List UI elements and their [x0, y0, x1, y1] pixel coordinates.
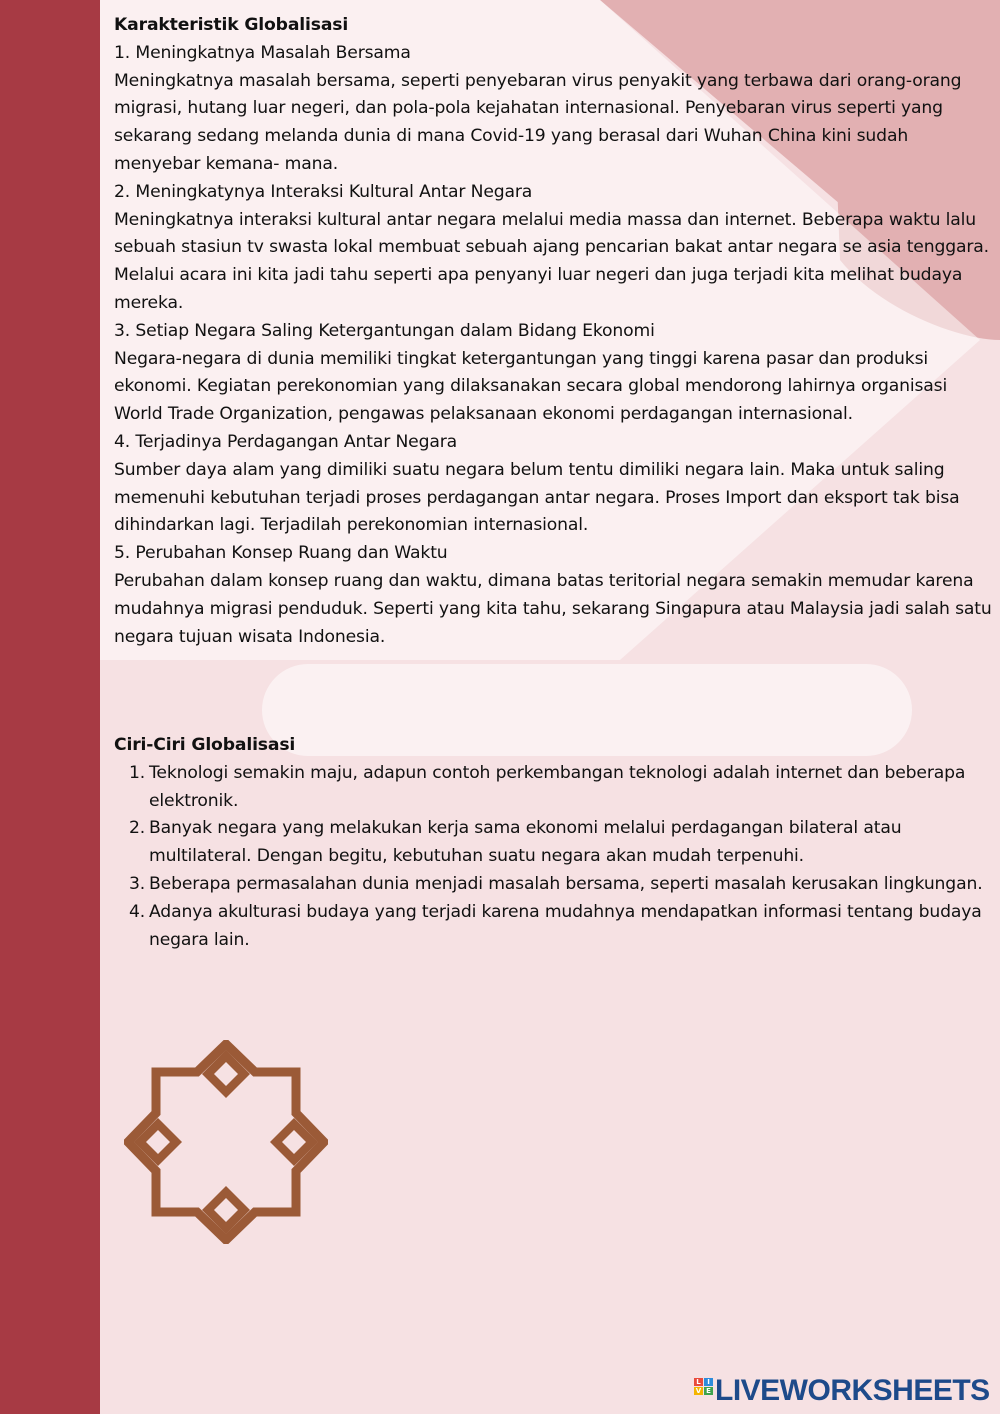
list-item [114, 899, 994, 955]
item-heading: 3. Setiap Negara Saling Ketergantungan dalam Bidang Ekonomi [114, 320, 655, 341]
item-body: Sumber daya alam yang dimiliki suatu negara belum tentu dimiliki negara lain. Maka untuk saling memenuhi kebutuhan terjadi proses perdagangan antar negara. Proses Import dan eksport tak bisa dihindarkan lagi. Terjadilah perekonomian internasional. [114, 459, 960, 536]
karakteristik-title: Karakteristik Globalisasi [114, 15, 349, 35]
list-number: 4. [129, 901, 146, 922]
list-number: 3. [129, 873, 146, 894]
item-body: Meningkatnya interaksi kultural antar negara melalui media massa dan internet. Beberapa waktu lalu sebuah stasiun tv swasta lokal membuat sebuah ajang pencarian bakat antar negara se asia tenggara. Melalui acara ini kita jadi tahu seperti apa penyanyi luar negeri dan juga terjadi kita melihat budaya mereka. [114, 209, 989, 313]
eight-point-star-icon [124, 1040, 328, 1244]
logo-letter: L [694, 1378, 703, 1386]
list-number: 1. [129, 762, 146, 783]
item-body: Perubahan dalam konsep ruang dan waktu, dimana batas teritorial negara semakin memudar karena mudahnya migrasi penduduk. Seperti yang kita tahu, sekarang Singapura atau Malaysia jadi salah satu negara tujuan wisata Indonesia. [114, 570, 992, 647]
list-item [114, 871, 994, 899]
item-body: Negara-negara di dunia memiliki tingkat ketergantungan yang tinggi karena pasar dan produksi ekonomi. Kegiatan perekonomian yang dilaksanakan secara global mendorong lahirnya organisasi World Trade Organization, pengawas pelaksanaan ekonomi perdagangan internasional. [114, 348, 948, 425]
list-text: Adanya akulturasi budaya yang terjadi karena mudahnya mendapatkan informasi tentang budaya negara lain. [149, 901, 982, 950]
item-heading: 5. Perubahan Konsep Ruang dan Waktu [114, 543, 448, 564]
list-item [114, 815, 994, 871]
logo-letter: E [704, 1387, 713, 1395]
logo-letter: V [695, 1387, 702, 1395]
ciri-list [114, 760, 994, 955]
item-heading: 1. Meningkatnya Masalah Bersama [114, 42, 411, 63]
item-heading: 4. Terjadinya Perdagangan Antar Negara [114, 431, 458, 452]
logo-letter: I [704, 1378, 713, 1386]
list-number: 2. [129, 818, 146, 839]
liveworksheets-logo [694, 1374, 990, 1408]
karakteristik-section [114, 12, 998, 651]
list-text: Beberapa permasalahan dunia menjadi masalah bersama, seperti masalah kerusakan lingkungan. [149, 873, 983, 894]
ciri-section [114, 732, 994, 954]
live-logo-icon [694, 1378, 712, 1404]
list-text: Teknologi semakin maju, adapun contoh perkembangan teknologi adalah internet dan beberapa elektronik. [149, 762, 966, 811]
logo-text: LIVEWORKSHEETS [715, 1374, 990, 1407]
item-heading: 2. Meningkatynya Interaksi Kultural Antar Negara [114, 181, 533, 202]
list-text: Banyak negara yang melakukan kerja sama ekonomi melalui perdagangan bilateral atau multilateral. Dengan begitu, kebutuhan suatu negara akan mudah terpenuhi. [149, 818, 902, 867]
item-body: Meningkatnya masalah bersama, seperti penyebaran virus penyakit yang terbawa dari orang-orang migrasi, hutang luar negeri, dan pola-pola kejahatan internasional. Penyebaran virus seperti yang sekarang sedang melanda dunia di mana Covid-19 yang berasal dari Wuhan China kini sudah menyebar kemana- mana. [114, 70, 962, 174]
ciri-title: Ciri-Ciri Globalisasi [114, 735, 296, 755]
list-item [114, 760, 994, 816]
